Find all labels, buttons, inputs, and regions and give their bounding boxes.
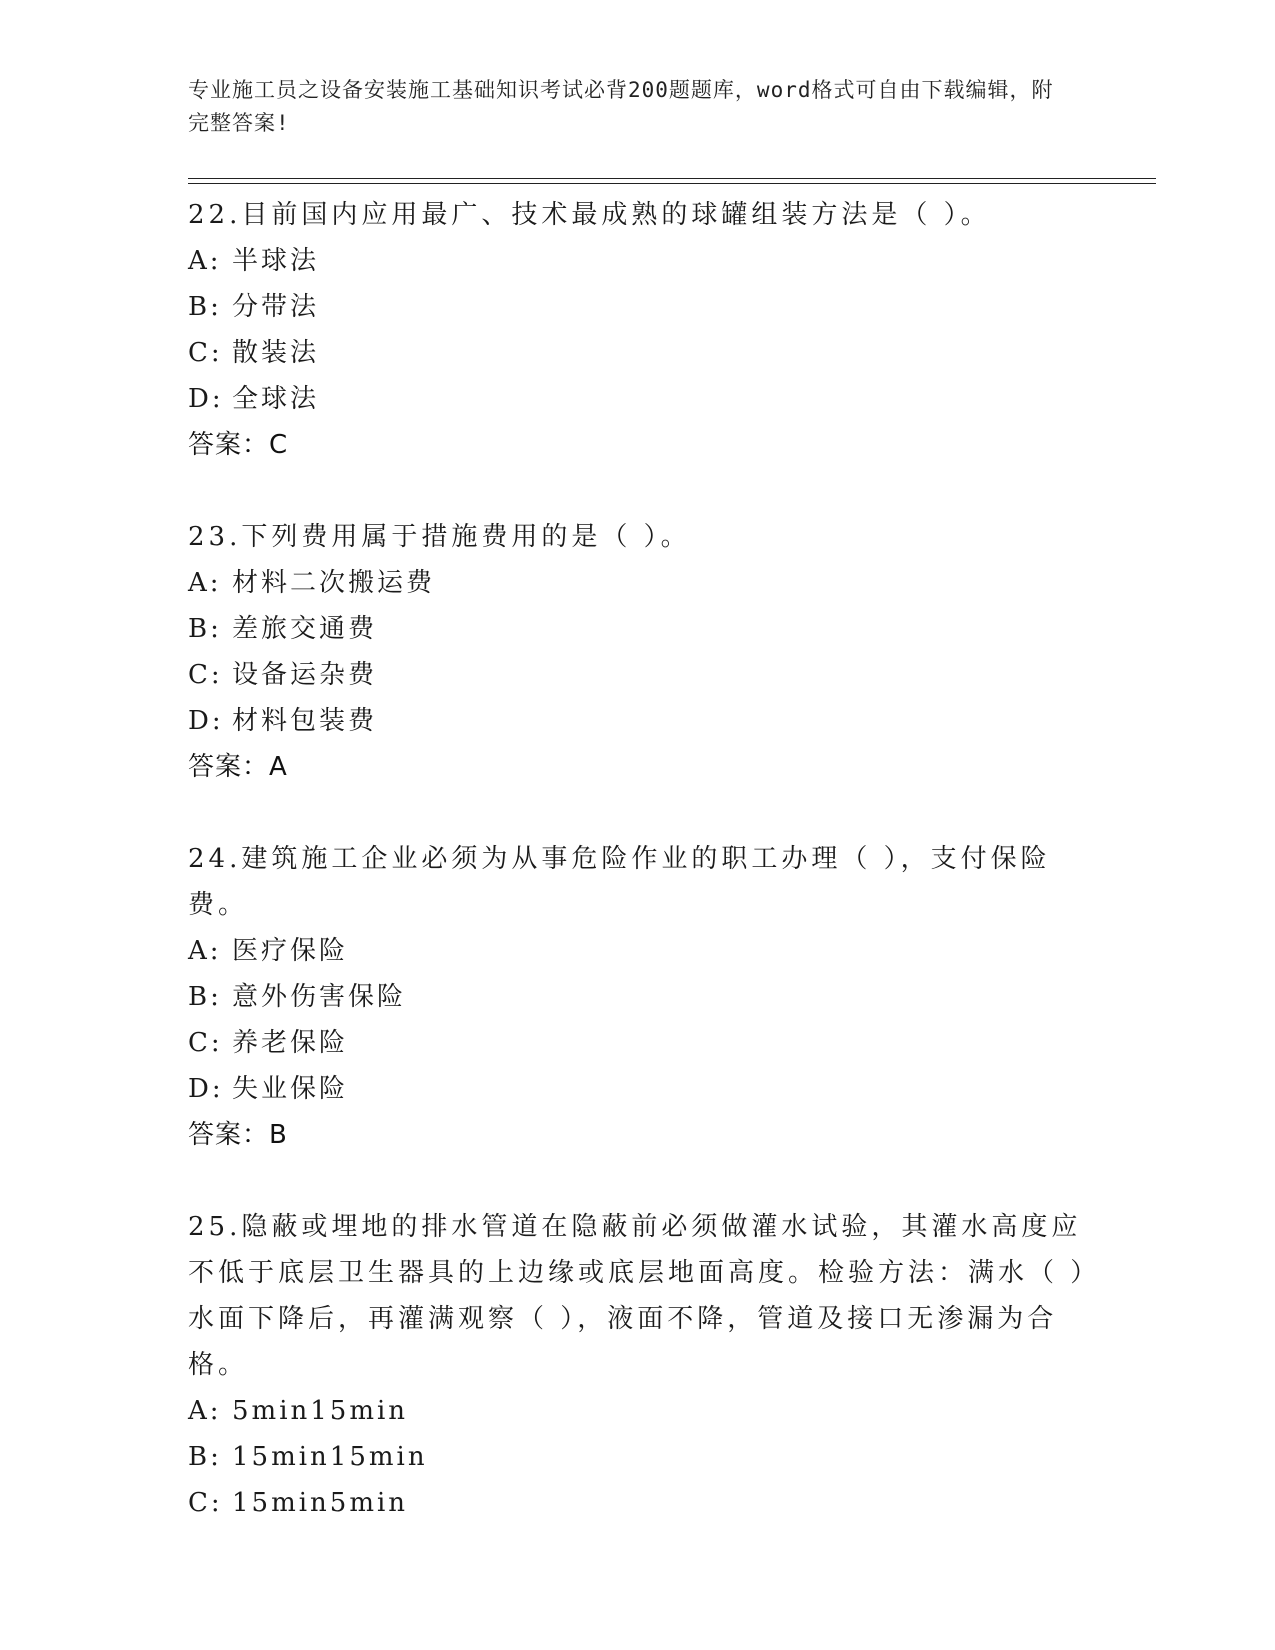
- header-divider-top: [188, 178, 1156, 179]
- option-text: 意外伤害保险: [232, 982, 407, 1012]
- option-letter: C:: [188, 1488, 223, 1518]
- option-letter: B:: [188, 614, 222, 644]
- option-b: [188, 974, 1088, 1020]
- option-letter: A:: [188, 1396, 222, 1426]
- question-24: [188, 836, 1088, 1158]
- question-22: [188, 192, 1088, 468]
- option-a: [188, 238, 1088, 284]
- option-text: 15min15min: [232, 1442, 428, 1472]
- option-text: 5min15min: [232, 1396, 409, 1426]
- answer-line: 答案：B: [188, 1120, 288, 1150]
- option-text: 分带法: [232, 292, 320, 322]
- option-letter: D:: [188, 1074, 224, 1104]
- option-d: [188, 376, 1088, 422]
- option-a: [188, 928, 1088, 974]
- option-letter: D:: [188, 384, 224, 414]
- option-letter: D:: [188, 706, 224, 736]
- option-c: [188, 1480, 1088, 1526]
- option-d: [188, 698, 1088, 744]
- question-text: 24.建筑施工企业必须为从事危险作业的职工办理（ ），支付保险费。: [188, 844, 1051, 920]
- option-letter: A:: [188, 936, 222, 966]
- option-b: [188, 284, 1088, 330]
- option-d: [188, 1066, 1088, 1112]
- question-text: 23.下列费用属于措施费用的是（ ）。: [188, 522, 691, 552]
- option-c: [188, 1020, 1088, 1066]
- option-text: 材料包装费: [232, 706, 378, 736]
- question-text: 25.隐蔽或埋地的排水管道在隐蔽前必须做灌水试验，其灌水高度应不低于底层卫生器具的上边缘或底层地面高度。检验方法：满水（ ）水面下降后，再灌满观察（ ），液面不降，管道及接口无渗漏为合格。: [188, 1212, 1088, 1380]
- question-text: 22.目前国内应用最广、技术最成熟的球罐组装方法是（ ）。: [188, 200, 991, 230]
- option-letter: A:: [188, 246, 222, 276]
- option-text: 养老保险: [232, 1028, 349, 1058]
- question-25: [188, 1204, 1088, 1526]
- option-letter: C:: [188, 338, 223, 368]
- option-text: 15min5min: [232, 1488, 409, 1518]
- header-divider-bottom: [188, 183, 1156, 184]
- option-text: 医疗保险: [232, 936, 349, 966]
- option-letter: C:: [188, 660, 223, 690]
- option-text: 失业保险: [232, 1074, 349, 1104]
- option-a: [188, 1388, 1088, 1434]
- question-23: [188, 514, 1088, 790]
- option-letter: B:: [188, 982, 222, 1012]
- option-text: 半球法: [232, 246, 320, 276]
- answer-line: 答案：C: [188, 430, 289, 460]
- option-text: 差旅交通费: [232, 614, 378, 644]
- answer-line: 答案：A: [188, 752, 288, 782]
- option-letter: C:: [188, 1028, 223, 1058]
- option-b: [188, 606, 1088, 652]
- option-a: [188, 560, 1088, 606]
- option-c: [188, 330, 1088, 376]
- option-letter: B:: [188, 292, 222, 322]
- option-c: [188, 652, 1088, 698]
- option-text: 材料二次搬运费: [232, 568, 436, 598]
- document-header: 专业施工员之设备安装施工基础知识考试必背200题题库，word格式可自由下载编辑，附完整答案!: [188, 78, 1054, 135]
- option-letter: B:: [188, 1442, 222, 1472]
- option-letter: A:: [188, 568, 222, 598]
- option-text: 散装法: [232, 338, 320, 368]
- option-text: 全球法: [232, 384, 320, 414]
- option-text: 设备运杂费: [232, 660, 378, 690]
- option-b: [188, 1434, 1088, 1480]
- question-list: [188, 192, 1088, 1572]
